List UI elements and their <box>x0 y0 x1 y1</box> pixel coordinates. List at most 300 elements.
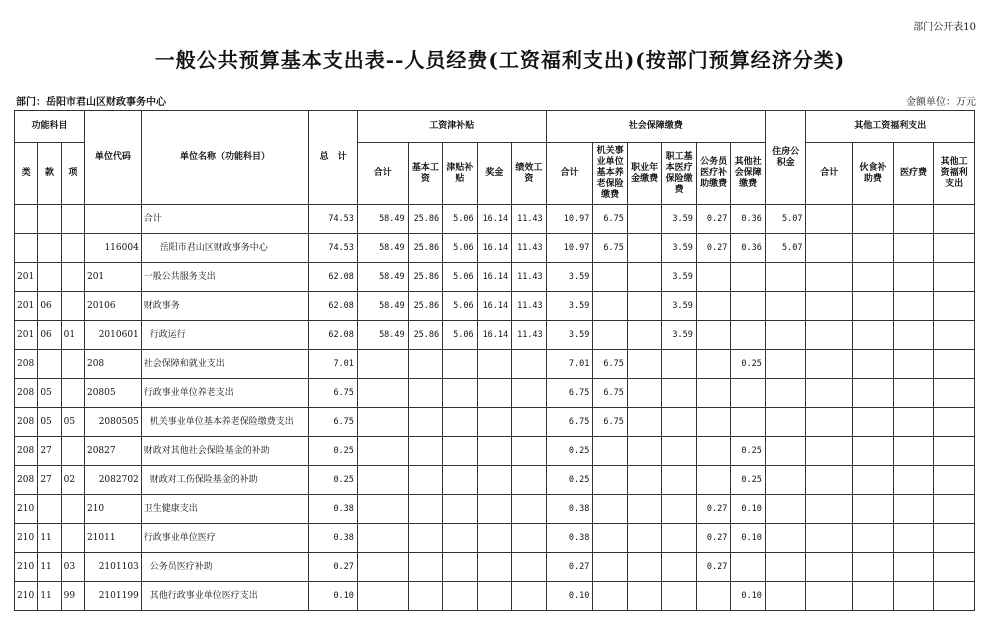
cell-annuity <box>627 321 662 350</box>
cell-other-social <box>731 408 766 437</box>
cell-unit-name: 行政运行 <box>141 321 308 350</box>
cell-medical-fee <box>893 582 934 611</box>
cell-annuity <box>627 234 662 263</box>
cell-housing: 5.07 <box>765 234 806 263</box>
cell-other-welfare <box>934 350 975 379</box>
cell-unit-code: 116004 <box>84 234 141 263</box>
cell-other-welfare <box>934 263 975 292</box>
cell-other-social: 0.10 <box>731 524 766 553</box>
cell-performance: 11.43 <box>512 321 547 350</box>
cell-kuan: 11 <box>38 553 61 582</box>
cell-unit-code: 20827 <box>84 437 141 466</box>
cell-medical-fee <box>893 234 934 263</box>
cell-unit-name: 财政事务 <box>141 292 308 321</box>
cell-lei: 208 <box>15 408 38 437</box>
cell-housing <box>765 321 806 350</box>
cell-kuan: 27 <box>38 466 61 495</box>
cell-medical-civil <box>696 350 731 379</box>
cell-medical-basic <box>662 408 697 437</box>
cell-pension <box>593 263 628 292</box>
cell-kuan <box>38 263 61 292</box>
cell-salary-sum <box>357 466 408 495</box>
cell-basic-salary <box>408 524 443 553</box>
cell-total: 62.08 <box>309 321 358 350</box>
cell-social-sum: 3.59 <box>546 263 593 292</box>
cell-other-sum <box>806 205 853 234</box>
cell-bonus: 16.14 <box>477 234 512 263</box>
cell-xiang <box>61 350 84 379</box>
cell-medical-basic <box>662 379 697 408</box>
header-total: 总 计 <box>309 111 358 205</box>
cell-pension <box>593 524 628 553</box>
cell-other-sum <box>806 379 853 408</box>
cell-kuan <box>38 350 61 379</box>
cell-salary-sum <box>357 582 408 611</box>
cell-housing <box>765 495 806 524</box>
cell-total: 6.75 <box>309 379 358 408</box>
cell-lei: 210 <box>15 524 38 553</box>
cell-basic-salary: 25.86 <box>408 234 443 263</box>
header-lei: 类 <box>15 143 38 205</box>
cell-unit-code: 21011 <box>84 524 141 553</box>
cell-medical-fee <box>893 553 934 582</box>
cell-unit-name: 社会保障和就业支出 <box>141 350 308 379</box>
cell-lei: 210 <box>15 582 38 611</box>
cell-social-sum: 10.97 <box>546 234 593 263</box>
cell-unit-name: 机关事业单位基本养老保险缴费支出 <box>141 408 308 437</box>
cell-lei: 210 <box>15 553 38 582</box>
cell-housing <box>765 263 806 292</box>
cell-social-sum: 3.59 <box>546 292 593 321</box>
cell-salary-sum <box>357 379 408 408</box>
cell-other-welfare <box>934 234 975 263</box>
cell-other-welfare <box>934 437 975 466</box>
cell-medical-civil <box>696 292 731 321</box>
cell-medical-fee <box>893 292 934 321</box>
cell-bonus <box>477 582 512 611</box>
cell-medical-civil: 0.27 <box>696 553 731 582</box>
header-annuity: 职业年金缴费 <box>627 143 662 205</box>
cell-allowance: 5.06 <box>443 321 478 350</box>
cell-annuity <box>627 350 662 379</box>
table-row <box>15 524 975 553</box>
department-label: 部门：岳阳市君山区财政事务中心 <box>16 97 166 108</box>
cell-other-social: 0.10 <box>731 582 766 611</box>
cell-medical-civil <box>696 379 731 408</box>
cell-lei <box>15 205 38 234</box>
cell-other-sum <box>806 321 853 350</box>
cell-lei: 208 <box>15 350 38 379</box>
cell-other-social: 0.36 <box>731 234 766 263</box>
cell-salary-sum <box>357 437 408 466</box>
cell-meal <box>853 553 894 582</box>
cell-basic-salary: 25.86 <box>408 292 443 321</box>
cell-social-sum: 7.01 <box>546 350 593 379</box>
cell-xiang <box>61 437 84 466</box>
cell-salary-sum: 58.49 <box>357 205 408 234</box>
cell-medical-fee <box>893 466 934 495</box>
cell-unit-code <box>84 205 141 234</box>
page-title: 一般公共预算基本支出表--人员经费(工资福利支出)(按部门预算经济分类) <box>154 48 846 72</box>
cell-xiang <box>61 524 84 553</box>
cell-basic-salary: 25.86 <box>408 205 443 234</box>
cell-bonus: 16.14 <box>477 205 512 234</box>
header-medical-fee: 医疗费 <box>893 143 934 205</box>
cell-annuity <box>627 263 662 292</box>
cell-allowance: 5.06 <box>443 234 478 263</box>
cell-salary-sum <box>357 408 408 437</box>
cell-other-welfare <box>934 321 975 350</box>
cell-unit-code: 210 <box>84 495 141 524</box>
cell-xiang: 02 <box>61 466 84 495</box>
cell-other-social <box>731 321 766 350</box>
header-pension: 机关事业单位基本养老保险缴费 <box>593 143 628 205</box>
cell-basic-salary <box>408 495 443 524</box>
cell-unit-name: 行政事业单位医疗 <box>141 524 308 553</box>
cell-allowance <box>443 437 478 466</box>
cell-other-welfare <box>934 524 975 553</box>
cell-allowance <box>443 524 478 553</box>
cell-medical-civil: 0.27 <box>696 205 731 234</box>
cell-unit-name: 财政对其他社会保险基金的补助 <box>141 437 308 466</box>
cell-medical-civil <box>696 466 731 495</box>
cell-kuan <box>38 234 61 263</box>
header-unit-name: 单位名称（功能科目） <box>141 111 308 205</box>
cell-medical-fee <box>893 205 934 234</box>
cell-performance <box>512 495 547 524</box>
cell-total: 74.53 <box>309 234 358 263</box>
table-row <box>15 321 975 350</box>
cell-xiang <box>61 263 84 292</box>
table-row <box>15 408 975 437</box>
cell-medical-basic: 3.59 <box>662 234 697 263</box>
cell-housing <box>765 553 806 582</box>
cell-medical-civil <box>696 408 731 437</box>
cell-total: 62.08 <box>309 292 358 321</box>
cell-pension <box>593 292 628 321</box>
cell-other-sum <box>806 495 853 524</box>
table-row <box>15 292 975 321</box>
cell-total: 0.25 <box>309 466 358 495</box>
cell-unit-name: 公务员医疗补助 <box>141 553 308 582</box>
cell-social-sum: 0.38 <box>546 524 593 553</box>
cell-total: 62.08 <box>309 263 358 292</box>
cell-bonus: 16.14 <box>477 321 512 350</box>
cell-social-sum: 6.75 <box>546 379 593 408</box>
cell-performance <box>512 379 547 408</box>
cell-basic-salary <box>408 466 443 495</box>
cell-kuan: 11 <box>38 582 61 611</box>
cell-kuan: 11 <box>38 524 61 553</box>
cell-unit-name: 卫生健康支出 <box>141 495 308 524</box>
table-row <box>15 495 975 524</box>
cell-lei: 210 <box>15 495 38 524</box>
cell-medical-fee <box>893 495 934 524</box>
cell-annuity <box>627 437 662 466</box>
cell-bonus <box>477 495 512 524</box>
cell-meal <box>853 321 894 350</box>
cell-unit-code: 208 <box>84 350 141 379</box>
cell-kuan: 05 <box>38 408 61 437</box>
cell-meal <box>853 350 894 379</box>
cell-meal <box>853 379 894 408</box>
cell-housing <box>765 379 806 408</box>
cell-bonus <box>477 466 512 495</box>
cell-pension <box>593 466 628 495</box>
cell-housing <box>765 582 806 611</box>
cell-medical-civil: 0.27 <box>696 495 731 524</box>
cell-other-sum <box>806 408 853 437</box>
cell-medical-civil <box>696 321 731 350</box>
cell-pension <box>593 495 628 524</box>
header-other-sum: 合计 <box>806 143 853 205</box>
cell-medical-civil <box>696 263 731 292</box>
report-number: 部门公开表10 <box>913 22 976 33</box>
header-allowance: 津贴补贴 <box>443 143 478 205</box>
table-row <box>15 582 975 611</box>
amount-unit-label: 金额单位：万元 <box>906 97 976 108</box>
cell-allowance <box>443 495 478 524</box>
cell-total: 7.01 <box>309 350 358 379</box>
cell-other-welfare <box>934 553 975 582</box>
cell-other-sum <box>806 553 853 582</box>
cell-allowance <box>443 379 478 408</box>
cell-lei <box>15 234 38 263</box>
cell-performance <box>512 524 547 553</box>
cell-other-sum <box>806 524 853 553</box>
cell-salary-sum <box>357 524 408 553</box>
cell-xiang <box>61 495 84 524</box>
cell-xiang: 99 <box>61 582 84 611</box>
cell-other-welfare <box>934 582 975 611</box>
cell-housing <box>765 466 806 495</box>
cell-housing <box>765 292 806 321</box>
cell-basic-salary: 25.86 <box>408 321 443 350</box>
cell-meal <box>853 495 894 524</box>
cell-kuan: 27 <box>38 437 61 466</box>
cell-basic-salary: 25.86 <box>408 263 443 292</box>
cell-other-sum <box>806 437 853 466</box>
cell-basic-salary <box>408 350 443 379</box>
cell-performance <box>512 553 547 582</box>
cell-annuity <box>627 205 662 234</box>
cell-xiang <box>61 234 84 263</box>
header-medical-civil: 公务员医疗补助缴费 <box>696 143 731 205</box>
cell-pension: 6.75 <box>593 234 628 263</box>
cell-other-social: 0.25 <box>731 437 766 466</box>
cell-kuan <box>38 495 61 524</box>
cell-meal <box>853 437 894 466</box>
cell-other-sum <box>806 350 853 379</box>
cell-lei: 201 <box>15 292 38 321</box>
cell-performance <box>512 350 547 379</box>
cell-meal <box>853 263 894 292</box>
cell-other-social: 0.36 <box>731 205 766 234</box>
cell-social-sum: 0.25 <box>546 466 593 495</box>
cell-unit-name: 财政对工伤保险基金的补助 <box>141 466 308 495</box>
cell-bonus: 16.14 <box>477 292 512 321</box>
cell-social-sum: 0.10 <box>546 582 593 611</box>
cell-xiang <box>61 379 84 408</box>
cell-medical-basic <box>662 524 697 553</box>
cell-bonus <box>477 524 512 553</box>
cell-unit-code: 201 <box>84 263 141 292</box>
cell-lei: 208 <box>15 379 38 408</box>
header-unit-code: 单位代码 <box>84 111 141 205</box>
cell-unit-name: 行政事业单位养老支出 <box>141 379 308 408</box>
cell-medical-fee <box>893 321 934 350</box>
cell-basic-salary <box>408 553 443 582</box>
cell-xiang: 03 <box>61 553 84 582</box>
cell-lei: 208 <box>15 437 38 466</box>
cell-allowance <box>443 350 478 379</box>
cell-total: 74.53 <box>309 205 358 234</box>
table-row <box>15 234 975 263</box>
cell-total: 0.38 <box>309 524 358 553</box>
cell-social-sum: 6.75 <box>546 408 593 437</box>
cell-other-social: 0.10 <box>731 495 766 524</box>
cell-medical-basic <box>662 350 697 379</box>
header-meal: 伙食补助费 <box>853 143 894 205</box>
cell-medical-basic: 3.59 <box>662 263 697 292</box>
cell-pension: 6.75 <box>593 350 628 379</box>
cell-total: 0.38 <box>309 495 358 524</box>
cell-total: 0.27 <box>309 553 358 582</box>
cell-other-welfare <box>934 292 975 321</box>
cell-housing <box>765 524 806 553</box>
cell-unit-code: 2101103 <box>84 553 141 582</box>
cell-total: 6.75 <box>309 408 358 437</box>
cell-other-welfare <box>934 495 975 524</box>
cell-bonus <box>477 553 512 582</box>
cell-performance <box>512 437 547 466</box>
cell-other-sum <box>806 234 853 263</box>
cell-meal <box>853 408 894 437</box>
cell-unit-name: 合计 <box>141 205 308 234</box>
header-kuan: 款 <box>38 143 61 205</box>
cell-bonus <box>477 350 512 379</box>
cell-salary-sum: 58.49 <box>357 234 408 263</box>
cell-medical-civil: 0.27 <box>696 524 731 553</box>
cell-medical-civil <box>696 437 731 466</box>
header-other-welfare: 其他工资福利支出 <box>934 143 975 205</box>
cell-performance: 11.43 <box>512 205 547 234</box>
header-medical-basic: 职工基本医疗保险缴费 <box>662 143 697 205</box>
cell-unit-name: 岳阳市君山区财政事务中心 <box>141 234 308 263</box>
cell-other-sum <box>806 292 853 321</box>
cell-performance <box>512 582 547 611</box>
cell-medical-fee <box>893 379 934 408</box>
header-basic-salary: 基本工资 <box>408 143 443 205</box>
cell-pension <box>593 321 628 350</box>
cell-housing <box>765 408 806 437</box>
cell-performance: 11.43 <box>512 292 547 321</box>
cell-kuan: 06 <box>38 292 61 321</box>
cell-unit-code: 2082702 <box>84 466 141 495</box>
cell-medical-basic <box>662 553 697 582</box>
cell-medical-basic <box>662 582 697 611</box>
cell-bonus: 16.14 <box>477 263 512 292</box>
cell-bonus <box>477 437 512 466</box>
cell-xiang <box>61 205 84 234</box>
cell-housing <box>765 350 806 379</box>
cell-medical-basic: 3.59 <box>662 321 697 350</box>
cell-other-welfare <box>934 408 975 437</box>
cell-annuity <box>627 495 662 524</box>
cell-kuan <box>38 205 61 234</box>
header-func-subject: 功能科目 <box>15 111 85 143</box>
cell-medical-basic: 3.59 <box>662 205 697 234</box>
cell-xiang: 05 <box>61 408 84 437</box>
cell-xiang: 01 <box>61 321 84 350</box>
cell-annuity <box>627 408 662 437</box>
cell-social-sum: 0.25 <box>546 437 593 466</box>
cell-performance <box>512 408 547 437</box>
cell-other-welfare <box>934 379 975 408</box>
cell-other-social: 0.25 <box>731 350 766 379</box>
cell-other-social: 0.25 <box>731 466 766 495</box>
cell-other-welfare <box>934 205 975 234</box>
cell-allowance: 5.06 <box>443 263 478 292</box>
cell-salary-sum: 58.49 <box>357 263 408 292</box>
cell-unit-code: 20805 <box>84 379 141 408</box>
cell-medical-basic: 3.59 <box>662 292 697 321</box>
cell-allowance <box>443 553 478 582</box>
cell-annuity <box>627 524 662 553</box>
cell-other-welfare <box>934 466 975 495</box>
header-other-group: 其他工资福利支出 <box>806 111 975 143</box>
cell-unit-code: 2101199 <box>84 582 141 611</box>
cell-meal <box>853 582 894 611</box>
cell-unit-code: 2080505 <box>84 408 141 437</box>
cell-social-sum: 10.97 <box>546 205 593 234</box>
cell-pension: 6.75 <box>593 408 628 437</box>
cell-medical-basic <box>662 437 697 466</box>
cell-total: 0.25 <box>309 437 358 466</box>
cell-medical-fee <box>893 350 934 379</box>
cell-medical-fee <box>893 437 934 466</box>
cell-basic-salary <box>408 582 443 611</box>
cell-housing: 5.07 <box>765 205 806 234</box>
cell-other-social <box>731 553 766 582</box>
cell-annuity <box>627 466 662 495</box>
cell-basic-salary <box>408 437 443 466</box>
table-row <box>15 379 975 408</box>
cell-allowance: 5.06 <box>443 205 478 234</box>
cell-social-sum: 0.38 <box>546 495 593 524</box>
cell-housing <box>765 437 806 466</box>
cell-pension <box>593 437 628 466</box>
cell-salary-sum: 58.49 <box>357 292 408 321</box>
cell-meal <box>853 234 894 263</box>
cell-annuity <box>627 292 662 321</box>
table-row <box>15 263 975 292</box>
cell-unit-code: 20106 <box>84 292 141 321</box>
cell-medical-fee <box>893 263 934 292</box>
header-xiang: 项 <box>61 143 84 205</box>
cell-unit-name: 一般公共服务支出 <box>141 263 308 292</box>
cell-performance: 11.43 <box>512 234 547 263</box>
cell-medical-fee <box>893 408 934 437</box>
header-other-social: 其他社会保障缴费 <box>731 143 766 205</box>
cell-salary-sum <box>357 350 408 379</box>
cell-medical-civil: 0.27 <box>696 234 731 263</box>
cell-medical-fee <box>893 524 934 553</box>
cell-allowance <box>443 408 478 437</box>
cell-medical-basic <box>662 495 697 524</box>
cell-social-sum: 3.59 <box>546 321 593 350</box>
cell-salary-sum <box>357 495 408 524</box>
